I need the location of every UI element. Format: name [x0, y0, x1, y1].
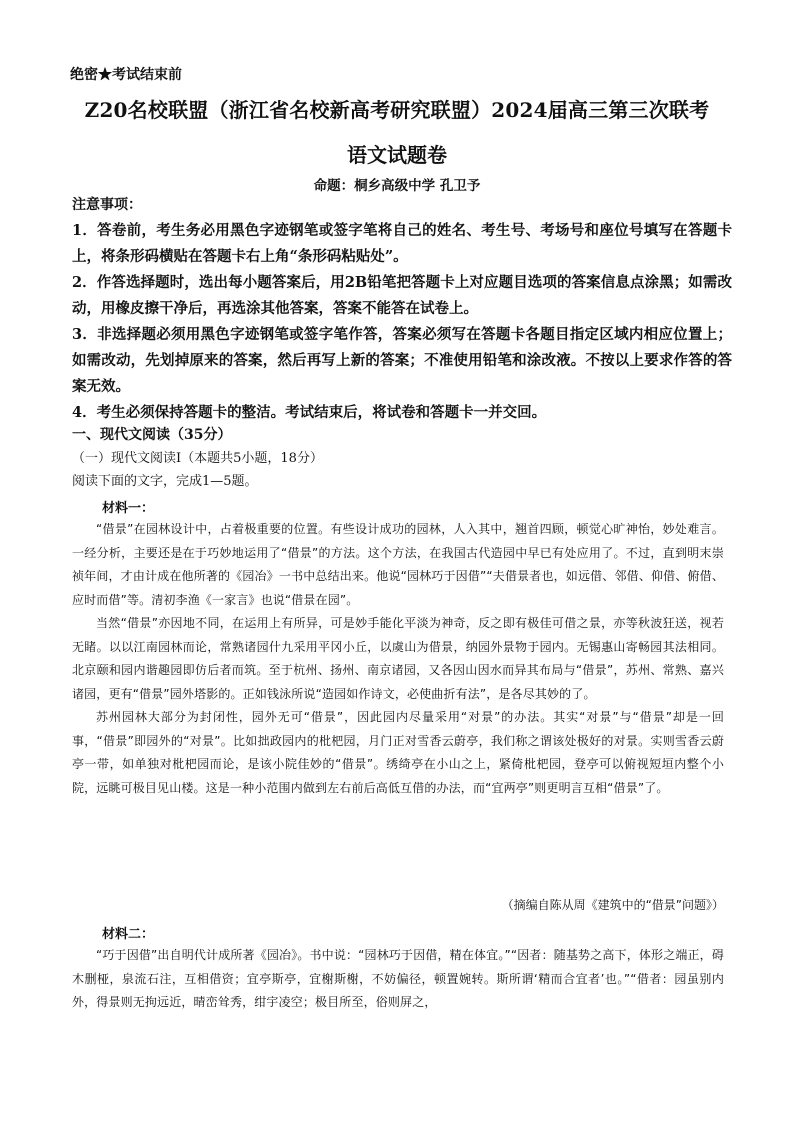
material-1-paragraph: 苏州园林大部分为封闭性，园外无可“借景”，因此园内尽量采用“对景”的办法。其实“对景”与“借景”却是一回事，“借景”即园外的“对景”。比如拙政园内的枇杷园，月门正对雪香云蔚亭，我们称之谓该处极好的对景。实则雪香云蔚亭一带，如单独对枇杷园而论，是该小院佳妙的“借景”。绣绮亭在小山之上，紧倚枇杷园，登亭可以俯视短垣内整个小院，远眺可极目见山楼。这是一种小范围内做到左右前后高低互借的办法，而“宜两亭”则更明言互相“借景”了。	[72, 710, 724, 795]
secret-mark: 绝密★考试结束前	[70, 67, 182, 83]
material-1-body	[72, 518, 724, 800]
notice-block	[72, 194, 732, 426]
reading-instruction: 阅读下面的文字，完成1—5题。	[72, 474, 258, 489]
material-1-source: （摘编自陈从周《建筑中的“借景”问题》）	[501, 898, 724, 912]
material-1-paragraph: “借景”在园林设计中，占着极重要的位置。有些设计成功的园林，人入其中，翘首四顾，顿觉心旷神怡，妙处难言。一经分析，主要还是在于巧妙地运用了“借景”的方法。这个方法，在我国古代造园中早已有处应用了。不过，直到明末崇祯年间，才由计成在他所著的《园冶》一书中总结出来。他说“园林巧于因借”“夫借景者也，如远借、邻借、仰借、俯借、应时而借”等。清初李渔《一家言》也说“借景在园”。	[72, 522, 724, 607]
notice-item-2: 2．作答选择题时，选出每小题答案后，用2B铅笔把答题卡上对应题目选项的答案信息点涂黑；如需改动，用橡皮擦干净后，再选涂其他答案，答案不能答在试卷上。	[72, 274, 732, 317]
notice-heading: 注意事项：	[72, 197, 142, 213]
author-line: 命题：桐乡高级中学 孔卫予	[313, 178, 481, 194]
notice-item-1: 1．答卷前，考生务必用黑色字迹钢笔或签字笔将自己的姓名、考生号、考场号和座位号填写在答题卡上，将条形码横贴在答题卡右上角“条形码粘贴处”。	[72, 222, 732, 265]
sub-section-heading: （一）现代文阅读Ⅰ（本题共5小题，18分）	[72, 451, 323, 466]
material-2-body	[72, 944, 724, 1015]
material-2-label: 材料二：	[102, 927, 155, 942]
material-2-paragraph: “巧于因借”出自明代计成所著《园冶》。书中说：“园林巧于因借，精在体宜。”“因者：随基势之高下，体形之端正，碍木删桠，泉流石注，互相借资；宜亭斯亭，宜榭斯榭，不妨偏径，顿置婉转。斯所谓‘精而合宜者’也。”“借者：园虽别内外，得景则无拘远近，晴峦耸秀，绀宇凌空；极目所至，俗则屏之，	[72, 948, 724, 1009]
exam-subtitle: 语文试题卷	[347, 143, 447, 167]
material-1-paragraph: 当然“借景”亦因地不同，在运用上有所异，可是妙手能化平淡为神奇，反之即有极佳可借之景，亦等秋波狂送，视若无睹。以以江南园林而论，常熟诸园什九采用平冈小丘，以虞山为借景，纳园外景物于园内。无锡惠山寄畅园其法相同。北京颐和园内谐趣园即仿后者而筑。至于杭州、扬州、南京诸园，又各因山因水而异其布局与“借景”，苏州、常熟、嘉兴诸园，更有“借景”园外塔影的。正如钱泳所说“造园如作诗文，必使曲折有法”，是各尽其妙的了。	[72, 616, 724, 701]
exam-title: Z20名校联盟（浙江省名校新高考研究联盟）2024届高三第三次联考	[84, 98, 710, 122]
notice-item-4: 4．考生必须保持答题卡的整洁。考试结束后，将试卷和答题卡一并交回。	[72, 404, 547, 421]
section-heading: 一、现代文阅读（35分）	[72, 427, 232, 443]
material-1-label: 材料一：	[102, 501, 155, 516]
notice-item-3: 3．非选择题必须用黑色字迹钢笔或签字笔作答，答案必须写在答题卡各题目指定区域内相应位置上；如需改动，先划掉原来的答案，然后再写上新的答案；不准使用铅笔和涂改液。不按以上要求作答的答案无效。	[72, 326, 732, 395]
